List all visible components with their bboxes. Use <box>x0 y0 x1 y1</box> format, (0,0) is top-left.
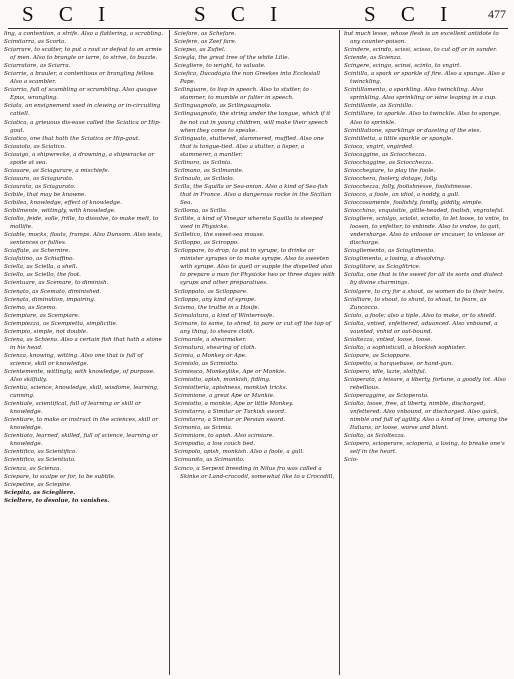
dictionary-entry: Sciaurato, as Sciagurato. <box>4 183 76 190</box>
dictionary-entry: Sciepare, to scalpe or for, to be subtile. <box>4 473 116 480</box>
dictionary-entry: Scilinoro, as Scilnia. <box>174 159 232 166</box>
dictionary-entry: Scilmano, as Scilmanite. <box>174 167 244 174</box>
dictionary-entry: Sciefare, as Schefare. <box>174 31 237 37</box>
dictionary-entry: Scimiesco, Monkeylike, Ape or Monkie. <box>174 368 286 375</box>
dictionary-entry: Scioperato, a leisure, a liberty, fortune, a goodly lot. Also rebellious. <box>344 377 506 392</box>
dictionary-entry: Scinco, a Serpent breeding in Nilus fro was called a Skinke or Land-crocodil, somewhat like to a Crocodill, <box>174 465 335 480</box>
dictionary-entry: Sciata, an ensignement vsed in clewing or in-circuiting cattell. <box>4 103 161 118</box>
dictionary-entry: but much lesse, whose flesh is an excellent antidote to any counter-poison. <box>344 31 499 46</box>
dictionary-entry: Sciempiezza, as Scempietta, simplicitie. <box>4 320 118 327</box>
dictionary-entry: Scimitarra, as Scorta. <box>4 39 67 46</box>
dictionary-entry: Sciello, as Sciello, the foot. <box>4 272 81 279</box>
header-left-guideword: S C I <box>22 2 116 26</box>
dictionary-entry: Scimalatura, a kind of Winterroofe. <box>174 312 275 319</box>
dictionary-entry: Scimare, to same, to shred, to pare or cut off the top of any thing, to sheare cloth. <box>174 320 331 335</box>
dictionary-entry: Sciende, as Scienza. <box>344 55 402 62</box>
dictionary-entry: Scilnaulo, as Sciliolo. <box>174 175 235 182</box>
dictionary-entry: Sciena, as Schiena. Also a certain fish that hath a stone in his head. <box>4 336 162 351</box>
dictionary-entry: Scimiolo, as Scimiotto. <box>174 360 239 367</box>
dictionary-entry: Scilinguagnolo, as Scilinguagnola. <box>174 103 272 110</box>
dictionary-entry: Sciarrie, a brauler, a contentious or brangling fellow. Also a scambler. <box>4 71 155 86</box>
dictionary-entry: Scienza, knowing, witting. Also one that is full of science, skill or knowledge. <box>4 352 143 367</box>
column-divider <box>339 30 340 675</box>
dictionary-entry: Scimatura, shearing of cloth. <box>174 344 257 351</box>
dictionary-entry: Scioccosamente, foolishly, fondly, giddily, simple. <box>344 199 483 206</box>
dictionary-entry: Sciocaggine, as Sciocchezza. <box>344 151 427 158</box>
dictionary-entry: Scibilmente, wittingly, with knowledge. <box>4 208 116 215</box>
dictionary-entry: Sciempio, simple, not double. <box>4 328 88 335</box>
dictionary-entry: Scimitarra, a Simitar or Turkish sword. <box>174 409 286 416</box>
dictionary-entry: Sciolgere, to cry for a shout, as women do to their heirs. <box>344 288 505 295</box>
dictionary-entry: Sciefica, Ducadogia the non Greekes into Ecclesiall Pape. <box>174 71 321 86</box>
dictionary-entry: Scimiotto, a monkie, Ape or little Monkey. <box>174 401 294 408</box>
dictionary-entry: Sciloppo, any kind of syrope. <box>174 296 256 303</box>
dictionary-entry: Scilinguagnolo, the string under the tongue, which if it be not cut in young children, will make their speech when they come to speake. <box>174 111 331 134</box>
dictionary-entry: Sciempiare, as Scempiare. <box>4 312 80 319</box>
dictionary-entry: Sciaffate, as Schernire. <box>4 248 71 255</box>
dictionary-entry: Scienza, as Scienza. <box>4 465 62 472</box>
dictionary-entry: Sciloppare, to drop, to put in syrupe, to drinke or minister syrupes or to make syrupe. Also to sweeten with syrupe. Also to quell or supple the dispelled also to prepare a man for Physicke two or three dayes with syrups and other preparatiues. <box>174 248 335 287</box>
dictionary-entry: Scimmione, a great Ape or Munkie. <box>174 393 275 400</box>
dictionary-entry: Sciolliare, to shout, to shunt, to shout, to feare, as Zuncocco. <box>344 296 487 311</box>
dictionary-entry: Sciocchezza, folly, foolishnesse, foolishnesse. <box>344 183 473 190</box>
column-left <box>4 30 166 675</box>
dictionary-entry: Sciolto, as Scioltezza. <box>344 433 406 440</box>
dictionary-entry: Scingere, scingo, scinsi, scinto, to vngirt. <box>344 63 462 70</box>
dictionary-entry: Sciefere, as Zeef fare. <box>174 39 237 46</box>
dictionary-entry: Sciocchino, vnquisitie, gittle-headed, foolish, vngrateful. <box>344 208 505 215</box>
dictionary-entry: Scientuare, as Scemare, to diminish. <box>4 280 109 287</box>
dictionary-entry: Sciogliere, sciolgo, sciolsi, sciolto, to let loose, to vntie, to loosen, to vnfetter, to vnbinde. Also to vndoe, to quit, vndersharge. Also to vnloose or vncauer, to vnloose or discharge. <box>344 216 509 247</box>
dictionary-entry: Sciocchaggine, as Sciocchezza. <box>344 159 434 166</box>
dictionary-entry: Scienato, as Scemato, diminished. <box>4 288 102 295</box>
dictionary-entry: Sciocchegiare, to play the foole. <box>344 167 436 174</box>
dictionary-entry: Sciarrio, full of scambling or scrambling. Also quoque Epus, wrangling. <box>4 87 158 102</box>
dictionary-entry: Scintilla, a spark or sparkle of fire. Also a spunge. Also a twinckling. <box>344 71 505 86</box>
dictionary-entry: Scibile, that may be knowne. <box>4 191 87 198</box>
dictionary-entry: Scimia, a Monkey or Ape. <box>174 352 247 359</box>
dictionary-entry: Scimiotto, apish, monkish, fidling. <box>174 377 271 384</box>
column-right <box>344 30 510 675</box>
dictionary-entry: Scimpodio, a low couch bed. <box>174 441 256 448</box>
dictionary-entry: Scimarole, a shearmaker. <box>174 336 247 343</box>
dictionary-entry: Scientiare, to make or instruct in the sciences, skill or knowledge. <box>4 417 158 432</box>
dictionary-entry: Sciepita, as Sciegliere. <box>4 489 76 496</box>
dictionary-entry: Scienata, diminution, impairing. <box>4 296 96 303</box>
page-number: 477 <box>488 7 506 21</box>
dictionary-entry: Scintilletta, a little sparkle or spangle. <box>344 135 454 142</box>
dictionary-entry: Scioglimento, a losing, a dissolving. <box>344 256 446 263</box>
dictionary-entry: Scilinguare, to lisp in speech. Also to stutter, to stammer, to mumble or falter in speech. <box>174 87 309 102</box>
dictionary-entry: Sciegliere, to wright, to valuate. <box>174 63 266 70</box>
dictionary-entry: Scimitarra, a Simitar or Persian sword. <box>174 417 286 424</box>
dictionary-entry: Sciocchera, foolery, dotage, folly. <box>344 175 438 182</box>
dictionary-entry: Sciegla, the great tree of the white Lilie. <box>174 55 290 62</box>
dictionary-entry: Scimonia, as Scimia. <box>174 425 233 432</box>
dictionary-entry: Scioltezza, vntied, loose, loose. <box>344 336 433 343</box>
dictionary-entry: Scientiato, learned, skilled, full of science, learning or knowledge. <box>4 433 158 448</box>
column-divider <box>169 30 170 675</box>
dictionary-entry: Scintillare, to sparkle. Also to twinckle. Also to sponge. Also to sprinkle. <box>344 111 501 126</box>
dictionary-entry: Scilloppo, as Sciroppo. <box>174 240 239 247</box>
dictionary-entry: Scioca, vngirt, vngirded. <box>344 143 414 150</box>
dictionary-entry: Sciarrare, to scatter, to put a rout or defeat to an armie of men. Also to brangle or iarre, to strive, to buzzle. <box>4 47 162 62</box>
header-right-guideword: S C I <box>364 2 458 26</box>
dictionary-entry: Scientemente, wittingly, with knowledge, of purpose. Also skilfully. <box>4 368 155 384</box>
dictionary-entry: Scintillante, as Scintillo. <box>344 103 414 110</box>
dictionary-entry: Sciolto, loose, free, at liberty, nimble, discharged, vnfettered. Also vnbound, or discharged. Also quick, nimble and full of agility. Also a kind of tree, among the Italians, or loose, worse and blunt. <box>344 401 508 432</box>
dictionary-entry: Scientia, science, knowledge, skill, wisdome, learning, cunning. <box>4 385 159 400</box>
dictionary-entry: Sciella, as Sciella, a shell. <box>4 264 78 271</box>
dictionary-entry: Sciepetine, as Sciepine. <box>4 481 72 488</box>
dictionary-entry: Sciolo, a foole; also a tiple. Also to make, or to shield. <box>344 312 497 319</box>
dictionary-entry: Sciatica, a grieuous dis-ease called the Sciatica or Hip-gout. <box>4 119 161 134</box>
dictionary-entry: Scimunito, as Scimunito. <box>174 457 245 464</box>
dictionary-entry: Scientiale, scientifical, full of learning or skill or knowledge. <box>4 401 141 416</box>
dictionary-entry: Scieltere, to desolue, to vanishes. <box>4 497 110 504</box>
dictionary-entry: Sciopero, scioperare, scioperia, a losing, to breake one's self in the heart. <box>344 441 505 456</box>
dictionary-entry: Sciemo, as Scemo. <box>4 304 57 311</box>
dictionary-entry: Scimpolo, apish, monkish. Also a foole, a gull. <box>174 449 305 456</box>
dictionary-entry: Scilletico, the sweet-sea mouse. <box>174 232 265 239</box>
dictionary-entry: Sciolto, a sophisticall, a blockish sophister. <box>344 344 466 351</box>
column-middle <box>174 30 336 675</box>
dictionary-entry: Scintillamento, a sparkling. Also twinckling. Also sprinkling. Also sprinkling or wine leaping in a cup. <box>344 87 497 102</box>
running-header <box>8 2 508 29</box>
dictionary-entry: Sciatico, one that hath the Sciatica or Hip-gout. <box>4 135 140 142</box>
dictionary-entry: Scilloma, as Scillo. <box>174 208 228 215</box>
dictionary-entry: Sciopero, idle, lazie, slothful. <box>344 368 427 375</box>
dictionary-entry: Scientifico, as Scientifico. <box>4 449 78 456</box>
dictionary-entry: Sciolta, vntied, vnfettered, aduanced. Also vnbound, a vaunted, vnhid or out-bound. <box>344 320 498 335</box>
dictionary-entry: Sciopare, as Scioppare. <box>344 352 411 359</box>
dictionary-entry: Sciauigo, a shipwrecke, a drowning, a shipwracke or spoile at sea. <box>4 151 155 166</box>
dictionary-entry: Scimmiare, to apish. Also scimiare. <box>174 433 274 440</box>
dictionary-entry: Scibilea, knowledge, effect of knowledge. <box>4 199 122 206</box>
dictionary-entry: Sciauiolo, as Sciatico. <box>4 143 66 150</box>
dictionary-entry: Sciolto, feide, solle, frille, to dissolve, to make melt, to mollifie. <box>4 216 159 231</box>
dictionary-entry: Sciloppato, as Sciloppare. <box>174 288 248 295</box>
dictionary-entry: Scisma, the truthe in a Houfe. <box>174 304 260 311</box>
dictionary-entry: Scilla, the Squilla or Sea-onion. Also a kind of Sea-fish that in France. Also a dangerous rocke in the Sicilian Sea. <box>174 183 332 206</box>
dictionary-entry: Scioglitore, as Scioglitrice. <box>344 264 421 271</box>
dictionary-entry: Sciable, mocks, flouts, frumps. Also Dunsom. Also iests, sentences or follies. <box>4 232 163 247</box>
dictionary-entry: Sciopetto, a harquebuse, or hand-gun. <box>344 360 453 367</box>
dictionary-entry: Sciafatino, as Schiaffino. <box>4 256 75 263</box>
dictionary-entry: Sciogliemento, as Scioglimento. <box>344 248 435 255</box>
header-center-guideword: S C I <box>194 2 288 26</box>
dictionary-entry: Sciolta, one that is the sweet for all its sorts and dialect by divine charmings. <box>344 272 503 287</box>
dictionary-entry: Sciepso, as Zufiel. <box>174 47 226 54</box>
dictionary-entry: Sciauare, as Sciagurare, a mischiefe. <box>4 167 110 174</box>
dictionary-entry: Scillite, a kind of Vinegar whereto Squilla is steeped vsed in Physicke. <box>174 216 323 231</box>
dictionary-entry: Sciarratore, as Sciarra. <box>4 63 71 70</box>
dictionary-entry: Sciocco, a foole, an idiot, a noddy, a gull. <box>344 191 460 198</box>
dictionary-entry: Sciauuro, as Sciagurato. <box>4 175 74 182</box>
dictionary-entry: Scio- <box>344 457 359 464</box>
dictionary-entry: Scioperaggine, as Scioperato. <box>344 393 429 400</box>
dictionary-entry: Scimiotteria, apishness, monkish tricks. <box>174 385 288 392</box>
dictionary-entry: Scindere, scindo, scissi, scisso, to cut off or in sunder. <box>344 47 498 54</box>
dictionary-entry: Scintillatione, sparklings or dazeling of the eies. <box>344 127 482 134</box>
dictionary-entry: Scientifico, as Scientiato. <box>4 457 76 464</box>
dictionary-entry: Scilinguato, stuttered, stammered, muffled. Also one that is tongue-tied. Also a stutter, a lisper, a stammerer, a mantler. <box>174 135 324 158</box>
dictionary-entry: ling, a contention, a strife. Also a flattering, a scrabling. <box>4 31 164 37</box>
